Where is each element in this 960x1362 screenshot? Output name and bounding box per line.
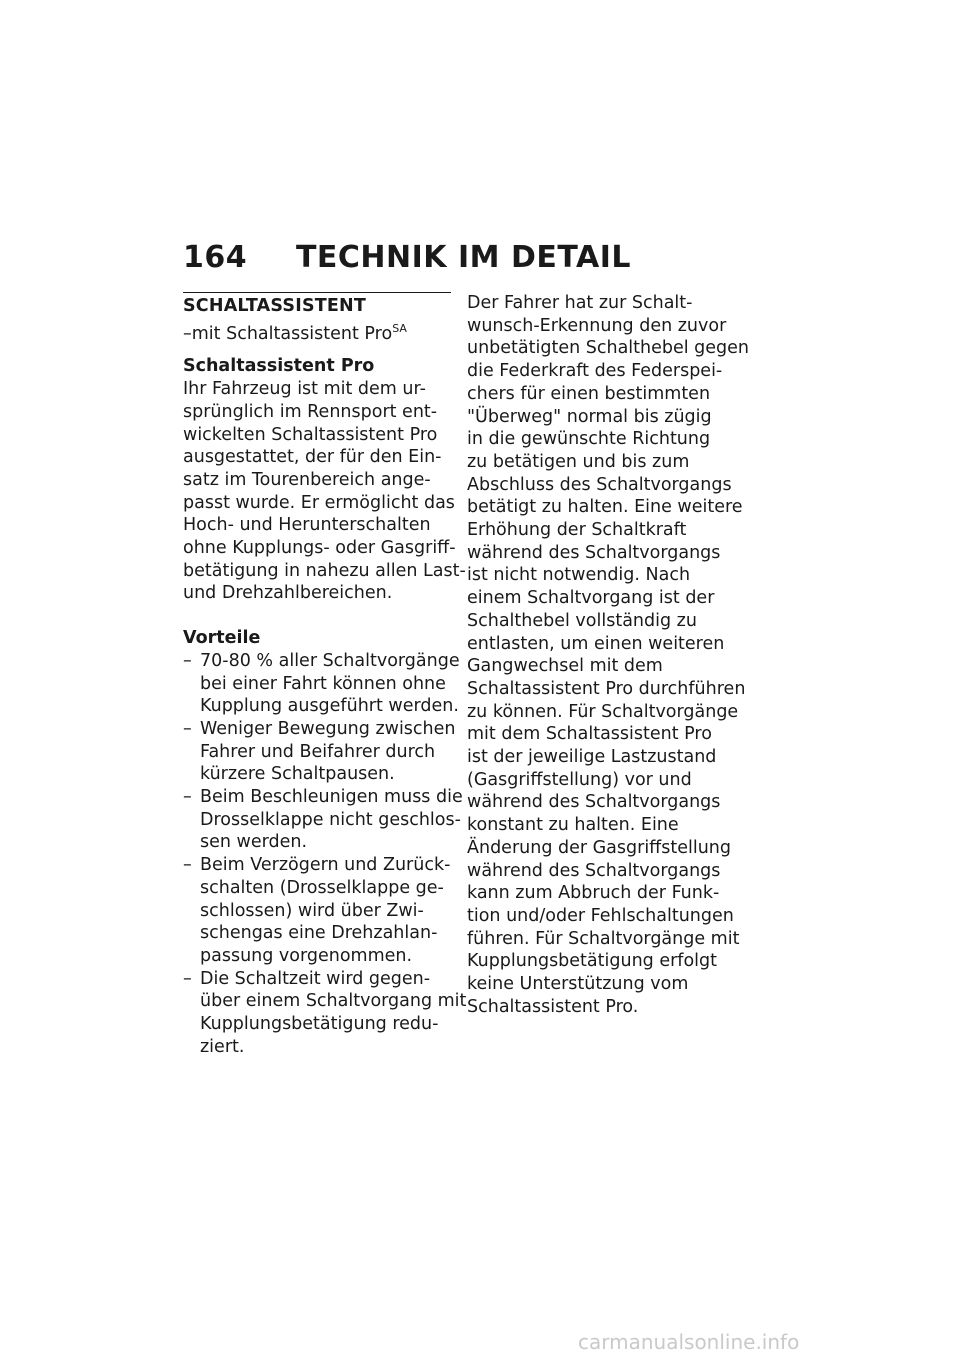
advantage-line: schalten (Drosselklappe ge- [200,877,444,898]
right-line: wunsch-Erkennung den zuvor [467,315,727,336]
page-number: 164 [183,240,248,275]
right-line: zu betätigen und bis zum [467,451,690,472]
chapter-title: TECHNIK IM DETAIL [295,240,631,275]
right-line: Abschluss des Schaltvorgangs [467,474,732,495]
right-line: keine Unterstützung vom [467,974,689,995]
right-line: während des Schaltvorgangs [467,542,721,563]
advantage-line: – Weniger Bewegung zwischen [200,718,456,739]
right-line: Der Fahrer hat zur Schalt- [467,293,693,313]
right-line: die Federkraft des Federspei- [467,361,723,382]
equipment-note [183,323,451,346]
intro-line: satz im Tourenbereich ange- [183,469,431,490]
right-line: führen. Für Schaltvorgänge mit [467,928,740,949]
advantage-line: Drosselklappe nicht geschlos- [200,809,461,830]
right-line: betätigt zu halten. Eine weitere [467,497,743,518]
advantage-line: schlossen) wird über Zwi- [200,900,424,921]
right-line: Schalthebel vollständig zu [467,610,697,631]
advantage-item [183,786,463,854]
section-title: SCHALTASSISTENT [183,296,367,316]
left-column [183,292,467,1059]
section-divider [183,292,451,293]
advantage-line: – 70-80 % aller Schaltvorgänge [200,650,460,671]
intro-line: wickelten Schaltassistent Pro [183,424,438,445]
right-line: unbetätigten Schalthebel gegen [467,338,750,359]
advantage-line: bei einer Fahrt können ohne [200,673,446,694]
intro-line: ausgestattet, der für den Ein- [183,447,442,468]
right-line: in die gewünschte Richtung [467,429,711,450]
watermark: carmanualsonline.info [578,1330,800,1354]
intro-paragraph [183,378,466,605]
advantage-item [183,968,467,1059]
intro-line: betätigung in nahezu allen Last- [183,560,466,581]
advantage-item [183,718,456,786]
right-line: einem Schaltvorgang ist der [467,588,715,609]
right-column [467,292,750,1019]
advantage-item [183,854,451,968]
advantage-line: sen werden. [200,832,308,853]
right-line: "Überweg" normal bis zügig [467,406,712,427]
advantage-line: kürzere Schaltpausen. [200,764,395,785]
intro-line: sprünglich im Rennsport ent- [183,401,438,422]
right-line: Änderung der Gasgriffstellung [467,837,732,858]
equipment-code: SA [392,321,407,335]
advantage-line: Fahrer und Beifahrer durch [200,741,436,762]
equipment-prefix: –mit Schaltassistent Pro [183,323,393,344]
advantage-line: passung vorgenommen. [200,945,413,966]
right-line: (Gasgriffstellung) vor und [467,769,692,790]
right-line: mit dem Schaltassistent Pro [467,724,712,745]
right-line: Kupplungsbetätigung erfolgt [467,951,717,972]
right-paragraph [467,292,750,1019]
intro-line: und Drehzahlbereichen. [183,583,393,604]
right-line: tion und/oder Fehlschaltungen [467,905,734,926]
page-header [183,240,631,275]
right-line: während des Schaltvorgangs [467,860,721,881]
advantages-heading: Vorteile [183,628,261,649]
intro-line: passt wurde. Er ermöglicht das [183,492,455,513]
advantage-line: Kupplungsbetätigung redu- [200,1014,439,1035]
advantage-line: ziert. [200,1036,245,1057]
advantage-line: – Beim Beschleunigen muss die [200,787,463,808]
right-line: Schaltassistent Pro durchführen [467,678,746,699]
advantage-line: – Beim Verzögern und Zurück- [200,855,451,876]
right-line: ist der jeweilige Lastzustand [467,747,717,768]
right-line: kann zum Abbruch der Funk- [467,883,720,904]
right-line: entlasten, um einen weiteren [467,633,725,654]
intro-line: Ihr Fahrzeug ist mit dem ur- [183,379,426,400]
right-line: ist nicht notwendig. Nach [467,565,691,586]
right-line: während des Schaltvorgangs [467,792,721,813]
advantage-line: – Die Schaltzeit wird gegen- [200,968,431,989]
advantage-line: schengas eine Drehzahlan- [200,923,438,944]
right-line: Schaltassistent Pro. [467,996,639,1017]
advantage-item [183,650,460,718]
right-line: Erhöhung der Schaltkraft [467,520,687,541]
advantage-line: über einem Schaltvorgang mit [200,991,467,1012]
intro-line: Hoch- und Herunterschalten [183,515,431,536]
right-line: zu können. Für Schaltvorgänge [467,701,739,722]
subheading: Schaltassistent Pro [183,356,375,377]
right-line: Gangwechsel mit dem [467,656,663,677]
advantages-list [183,650,467,1059]
right-line: chers für einen bestimmten [467,383,711,404]
intro-line: ohne Kupplungs- oder Gasgriff- [183,538,456,559]
advantage-line: Kupplung ausgeführt werden. [200,696,459,717]
right-line: konstant zu halten. Eine [467,815,679,836]
